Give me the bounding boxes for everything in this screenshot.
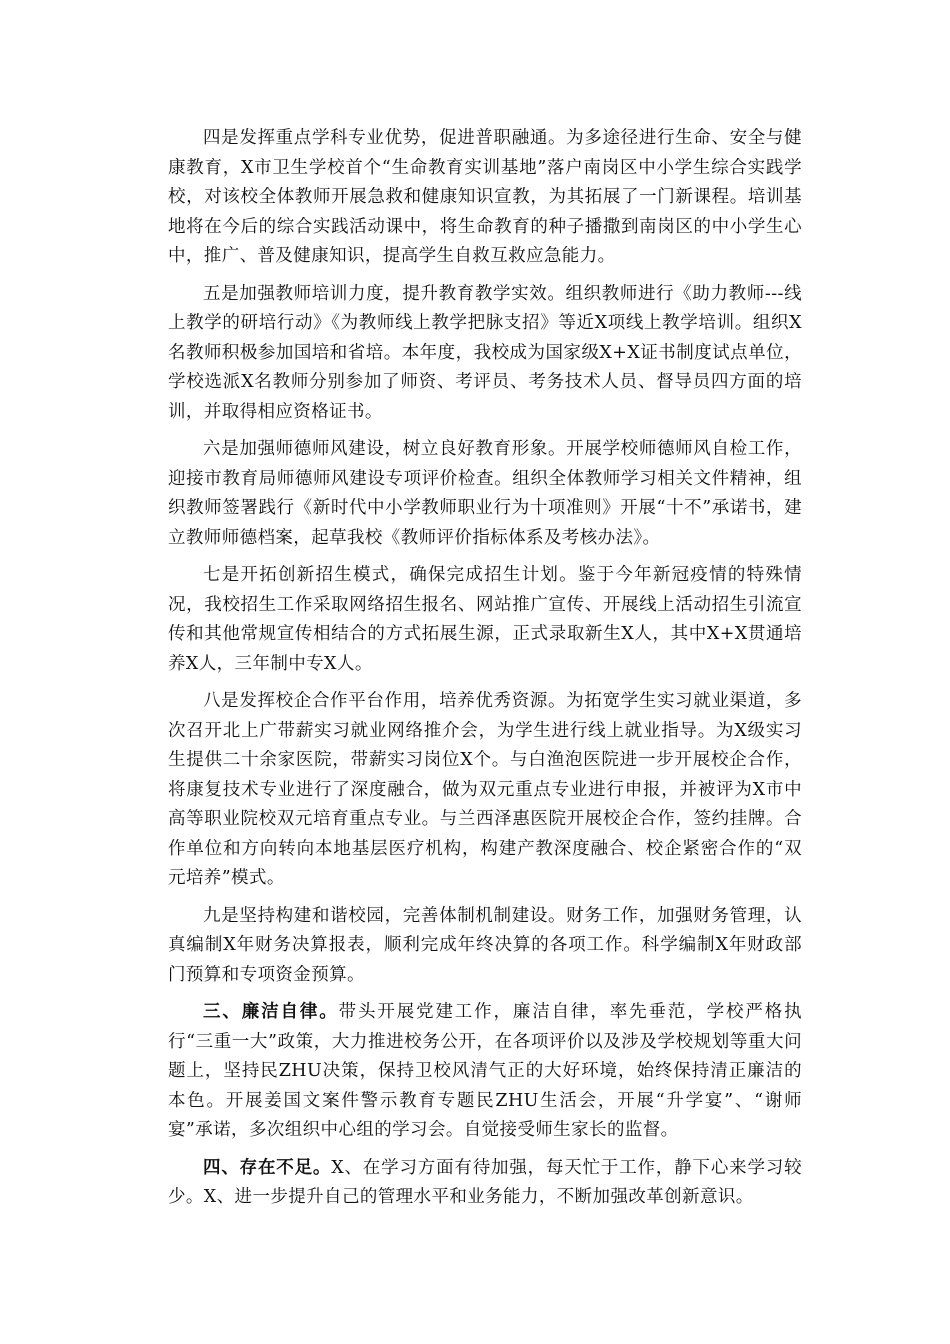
paragraph-text: 带头开展党建工作，廉洁自律，率先垂范，学校严格执行“三重一大”政策，大力推进校务公开，在各项评价以及涉及学校规划等重大问题上，坚持民ZHU决策，保持卫校风清气正的大好环境，始终保持清正廉洁的本色。开展姜国文案件警示教育专题民ZHU生活会，开展“升学宴”、“谢师宴”承诺，多次组织中心组的学习会。自觉接受师生家长的监督。: [168, 1002, 802, 1140]
paragraph-text: 四是发挥重点学科专业优势，促进普职融通。为多途径进行生命、安全与健康教育，X市卫生学校首个“生命教育实训基地”落户南岗区中小学生综合实践学校，对该校全体教师开展急救和健康知识宣教，为其拓展了一门新课程。培训基地将在今后的综合实践活动课中，将生命教育的种子播撒到南岗区的中小学生心中，推广、普及健康知识，提高学生自救互救应急能力。: [168, 128, 802, 266]
section-heading: 三、廉洁自律。: [203, 1002, 339, 1022]
paragraph-7: [168, 561, 802, 679]
paragraph-5: [168, 280, 802, 428]
section-shortcomings: [168, 1154, 802, 1213]
paragraph-text: X、在学习方面有待加强，每天忙于工作，静下心来学习较少。X、进一步提升自己的管理水平和业务能力，不断加强改革创新意识。: [168, 1157, 802, 1207]
paragraph-4: [168, 124, 802, 272]
paragraph-text: 七是开拓创新招生模式，确保完成招生计划。鉴于今年新冠疫情的特殊情况，我校招生工作采取网络招生报名、网站推广宣传、开展线上活动招生引流宣传和其他常规宣传相结合的方式拓展生源，正式录取新生X人，其中X+X贯通培养X人，三年制中专X人。: [168, 565, 802, 674]
paragraph-text: 九是坚持构建和谐校园，完善体制机制建设。财务工作，加强财务管理，认真编制X年财务决算报表，顺利完成年终决算的各项工作。科学编制X年财政部门预算和专项资金预算。: [168, 905, 802, 985]
paragraph-text: 八是发挥校企合作平台作用，培养优秀资源。为拓宽学生实习就业渠道，多次召开北上广带薪实习就业网络推介会，为学生进行线上就业指导。为X级实习生提供二十余家医院，带薪实习岗位X个。与白渔泡医院进一步开展校企合作，将康复技术专业进行了深度融合，做为双元重点专业进行申报，并被评为X市中高等职业院校双元培育重点专业。与兰西泽惠医院开展校企合作，签约挂牌。合作单位和方向转向本地基层医疗机构，构建产教深度融合、校企紧密合作的“双元培养”模式。: [168, 691, 802, 888]
paragraph-6: [168, 435, 802, 553]
section-heading: 四、存在不足。: [203, 1157, 332, 1178]
paragraph-text: 六是加强师德师风建设，树立良好教育形象。开展学校师德师风自检工作，迎接市教育局师德师风建设专项评价检查。组织全体教师学习相关文件精神，组织教师签署践行《新时代中小学教师职业行为十项准则》开展“十不”承诺书，建立教师师德档案，起草我校《教师评价指标体系及考核办法》。: [168, 439, 802, 548]
paragraph-text: 五是加强教师培训力度，提升教育教学实效。组织教师进行《助力教师---线上教学的研培行动》《为教师线上教学把脉支招》等近X项线上教学培训。组织X名教师积极参加国培和省培。本年度，我校成为国家级X+X证书制度试点单位，学校选派X名教师分别参加了师资、考评员、考务技术人员、督导员四方面的培训，并取得相应资格证书。: [168, 283, 802, 422]
section-integrity: [168, 998, 802, 1146]
document-body: [168, 124, 802, 1221]
paragraph-8: [168, 687, 802, 894]
paragraph-9: [168, 902, 802, 991]
